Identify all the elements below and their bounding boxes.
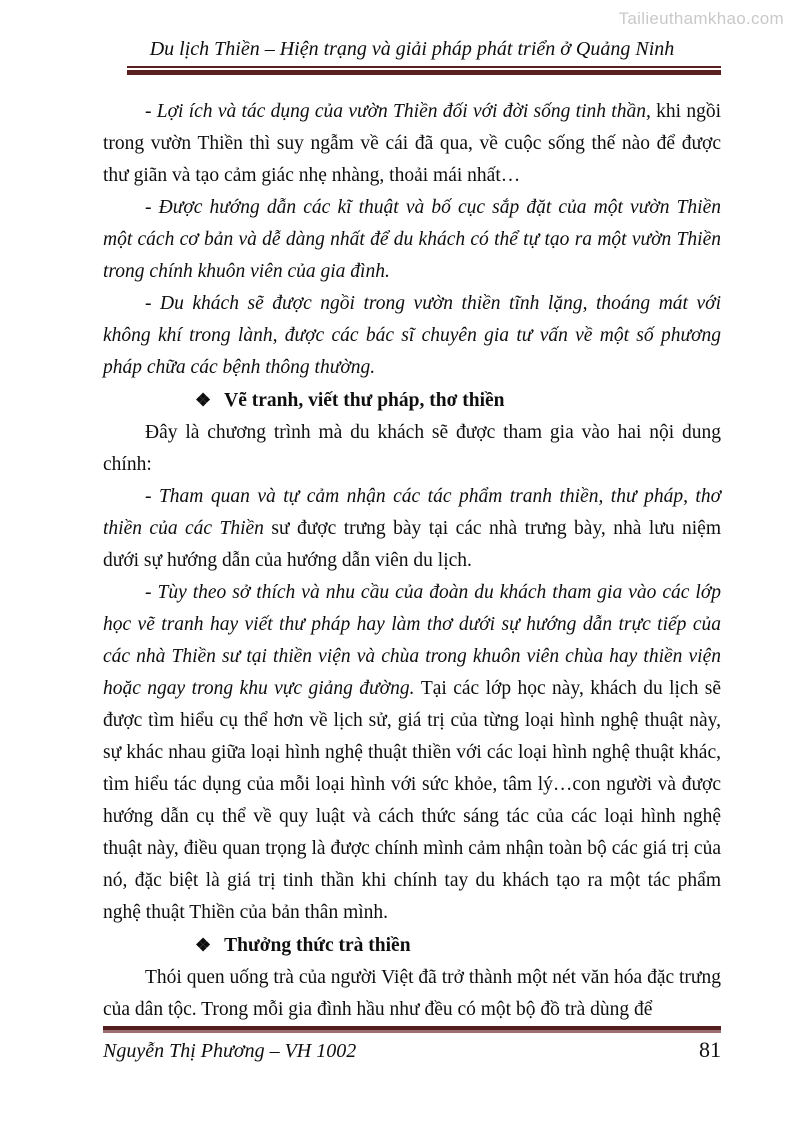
text-run-italic: - Tham quan và tự cảm nhận các tác phẩm tranh thiền, thư pháp, thơ thiền của các Thiền	[103, 486, 721, 539]
document-body	[103, 96, 721, 1026]
section-heading	[103, 929, 721, 962]
text-run-italic: - Lợi ích và tác dụng của vườn Thiền đối với đời sống tinh thần,	[145, 101, 657, 122]
footer-row	[103, 1037, 721, 1063]
text-run: khi ngồi trong vườn Thiền thì suy ngẫm về cái đã qua, về cuộc sống thế nào để được thư giãn và tạo cảm giác nhẹ nhàng, thoải mái nhất…	[103, 101, 721, 186]
paragraph	[103, 192, 721, 288]
text-run-italic: - Tùy theo sở thích và nhu cầu của đoàn du khách tham gia vào các lớp học vẽ tranh hay viết thư pháp hay làm thơ dưới sự hướng dẫn trực tiếp của các nhà Thiền sư tại thiền viện và chùa trong khuôn viên chùa hay thiền viện hoặc ngay trong khu vực giảng đường.	[103, 582, 721, 699]
footer-rule-shadow	[103, 1030, 721, 1033]
paragraph	[103, 417, 721, 481]
text-run-italic: - Được hướng dẫn các kĩ thuật và bố cục sắp đặt của một vườn Thiền một cách cơ bản và dễ dàng nhất để du khách có thể tự tạo ra một vườn Thiền trong chính khuôn viên của gia đình.	[103, 197, 721, 282]
footer-author: Nguyễn Thị Phương – VH 1002	[103, 1040, 357, 1062]
paragraph	[103, 96, 721, 192]
text-run-italic: - Du khách sẽ được ngồi trong vườn thiền tĩnh lặng, thoáng mát với không khí trong lành, được các bác sĩ chuyên gia tư vấn về một số phương pháp chữa các bệnh thông thường.	[103, 293, 721, 378]
heading-label: Vẽ tranh, viết thư pháp, thơ thiền	[224, 390, 505, 411]
section-heading	[103, 384, 721, 417]
paragraph	[103, 288, 721, 384]
page-footer	[103, 1026, 721, 1063]
diamond-bullet-icon: ❖	[195, 390, 212, 410]
paragraph	[103, 481, 721, 577]
paragraph	[103, 577, 721, 929]
text-run: Tại các lớp học này, khách du lịch sẽ được tìm hiểu cụ thể hơn về lịch sử, giá trị của từng loại hình nghệ thuật này, sự khác nhau giữa loại hình nghệ thuật thiền với các loại hình nghệ thuật khác, tìm hiểu tác dụng của mỗi loại hình với sức khỏe, tâm lý…con người và được hướng dẫn cụ thể về quy luật và cách thức sáng tác của các loại hình nghệ thuật này, điều quan trọng là được chính mình cảm nhận toàn bộ các giá trị của nó, đặc biệt là giá trị tinh thần khi chính tay du khách tạo ra một tác phẩm nghệ thuật Thiền của bản thân mình.	[103, 678, 721, 923]
header-title: Du lịch Thiền – Hiện trạng và giải pháp phát triển ở Quảng Ninh	[149, 38, 675, 60]
page-header	[103, 38, 721, 75]
header-rule	[127, 66, 721, 75]
heading-label: Thưởng thức trà thiền	[224, 935, 411, 956]
text-run: Đây là chương trình mà du khách sẽ được tham gia vào hai nội dung chính:	[103, 422, 721, 475]
paragraph	[103, 962, 721, 1026]
watermark: Tailieuthamkhao.com	[618, 9, 784, 28]
diamond-bullet-icon: ❖	[195, 935, 212, 955]
page-number: 81	[699, 1037, 721, 1062]
text-run: sư được trưng bày tại các nhà trưng bày, nhà lưu niệm dưới sự hướng dẫn của hướng dẫn viên du lịch.	[103, 518, 721, 571]
text-run: Thói quen uống trà của người Việt đã trở thành một nét văn hóa đặc trưng của dân tộc. Trong mỗi gia đình hầu như đều có một bộ đồ trà dùng để	[103, 967, 721, 1020]
